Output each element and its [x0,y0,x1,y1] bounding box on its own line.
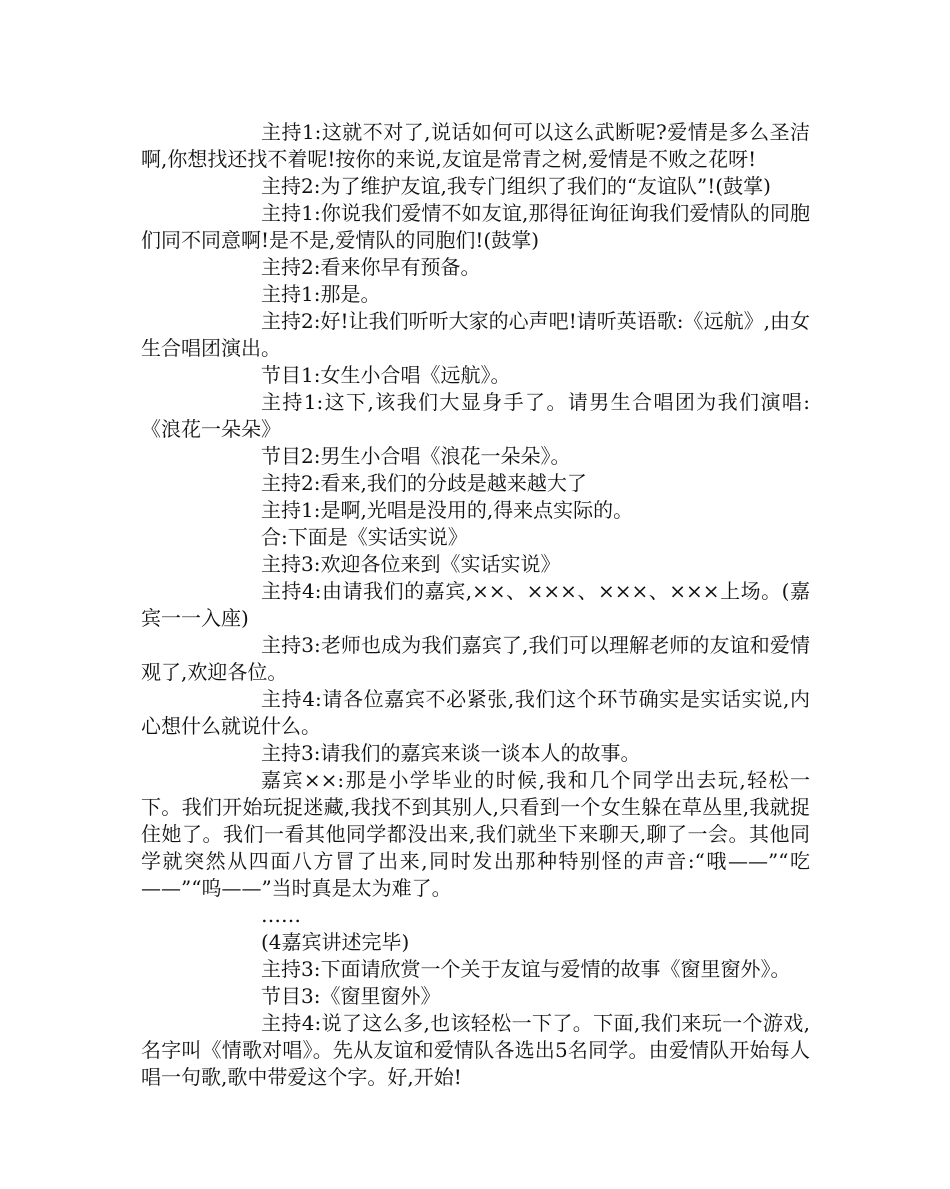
paragraph-host1-practical: 主持1:是啊,光唱是没用的,得来点实际的。 [261,498,634,522]
paragraph-program1: 节目1:女生小合唱《远航》。 [261,363,511,387]
paragraph-host1-debate: 主持1:这就不对了,说话如何可以这么武断呢?爱情是多么圣洁啊,你想找还找不着呢!按你的来说,友谊是常青之树,爱情是不败之花呀! [141,120,810,171]
document-body [141,119,810,1091]
paragraph-host3-window-story: 主持3:下面请欣赏一个关于友谊与爱情的故事《窗里窗外》。 [261,957,791,981]
paragraph-host1-male-choir: 主持1:这下,该我们大显身手了。请男生合唱团为我们演唱:《浪花一朵朵》 [141,390,810,441]
paragraph-host2-friendship-team: 主持2:为了维护友谊,我专门组织了我们的“友谊队”!(鼓掌) [261,174,771,198]
paragraph-host4-game: 主持4:说了这么多,也该轻松一下了。下面,我们来玩一个游戏,名字叫《情歌对唱》。先从友谊和爱情队各选出5名同学。由爱情队开始每人唱一句歌,歌中带爱这个字。好,开始! [141,1011,810,1089]
paragraph-program2: 节目2:男生小合唱《浪花一朵朵》。 [261,444,571,468]
paragraph-host2-prepared: 主持2:看来你早有预备。 [261,255,481,279]
paragraph-guest-story: 嘉宾××:那是小学毕业的时候,我和几个同学出去玩,轻松一下。我们开始玩捉迷藏,我找不到其别人,只看到一个女生躲在草丛里,我就捉住她了。我们一看其他同学都没出来,我们就坐下来聊天,聊了一会。其他同学就突然从四面八方冒了出来,同时发出那种特别怪的声音:“哦——”“吃——”“呜——”当时真是太为难了。 [141,768,810,900]
paragraph-ellipsis: …… [261,903,301,927]
paragraph-host3-welcome: 主持3:欢迎各位来到《实话实说》 [261,552,561,576]
paragraph-host2-divergence: 主持2:看来,我们的分歧是越来越大了 [261,471,587,495]
paragraph-host3-story: 主持3:请我们的嘉宾来谈一谈本人的故事。 [261,741,641,765]
paragraph-program3: 节目3:《窗里窗外》 [261,984,441,1008]
paragraph-host4-relax: 主持4:请各位嘉宾不必紧张,我们这个环节确实是实话实说,内心想什么就说什么。 [141,687,810,738]
paragraph-together: 合:下面是《实话实说》 [261,525,468,549]
paragraph-host1-reply: 主持1:那是。 [261,282,381,306]
paragraph-host1-love-team: 主持1:你说我们爱情不如友谊,那得征询征询我们爱情队的同胞们同不同意啊!是不是,爱情队的同胞们!(鼓掌) [141,201,810,252]
paragraph-guests-finished: (4嘉宾讲述完毕) [261,930,410,954]
paragraph-host4-guests: 主持4:由请我们的嘉宾,××、×××、×××、×××上场。(嘉宾一一入座) [141,579,810,630]
paragraph-host3-teachers: 主持3:老师也成为我们嘉宾了,我们可以理解老师的友谊和爱情观了,欢迎各位。 [141,633,810,684]
paragraph-host2-english-song: 主持2:好!让我们听听大家的心声吧!请听英语歌:《远航》,由女生合唱团演出。 [141,309,810,360]
